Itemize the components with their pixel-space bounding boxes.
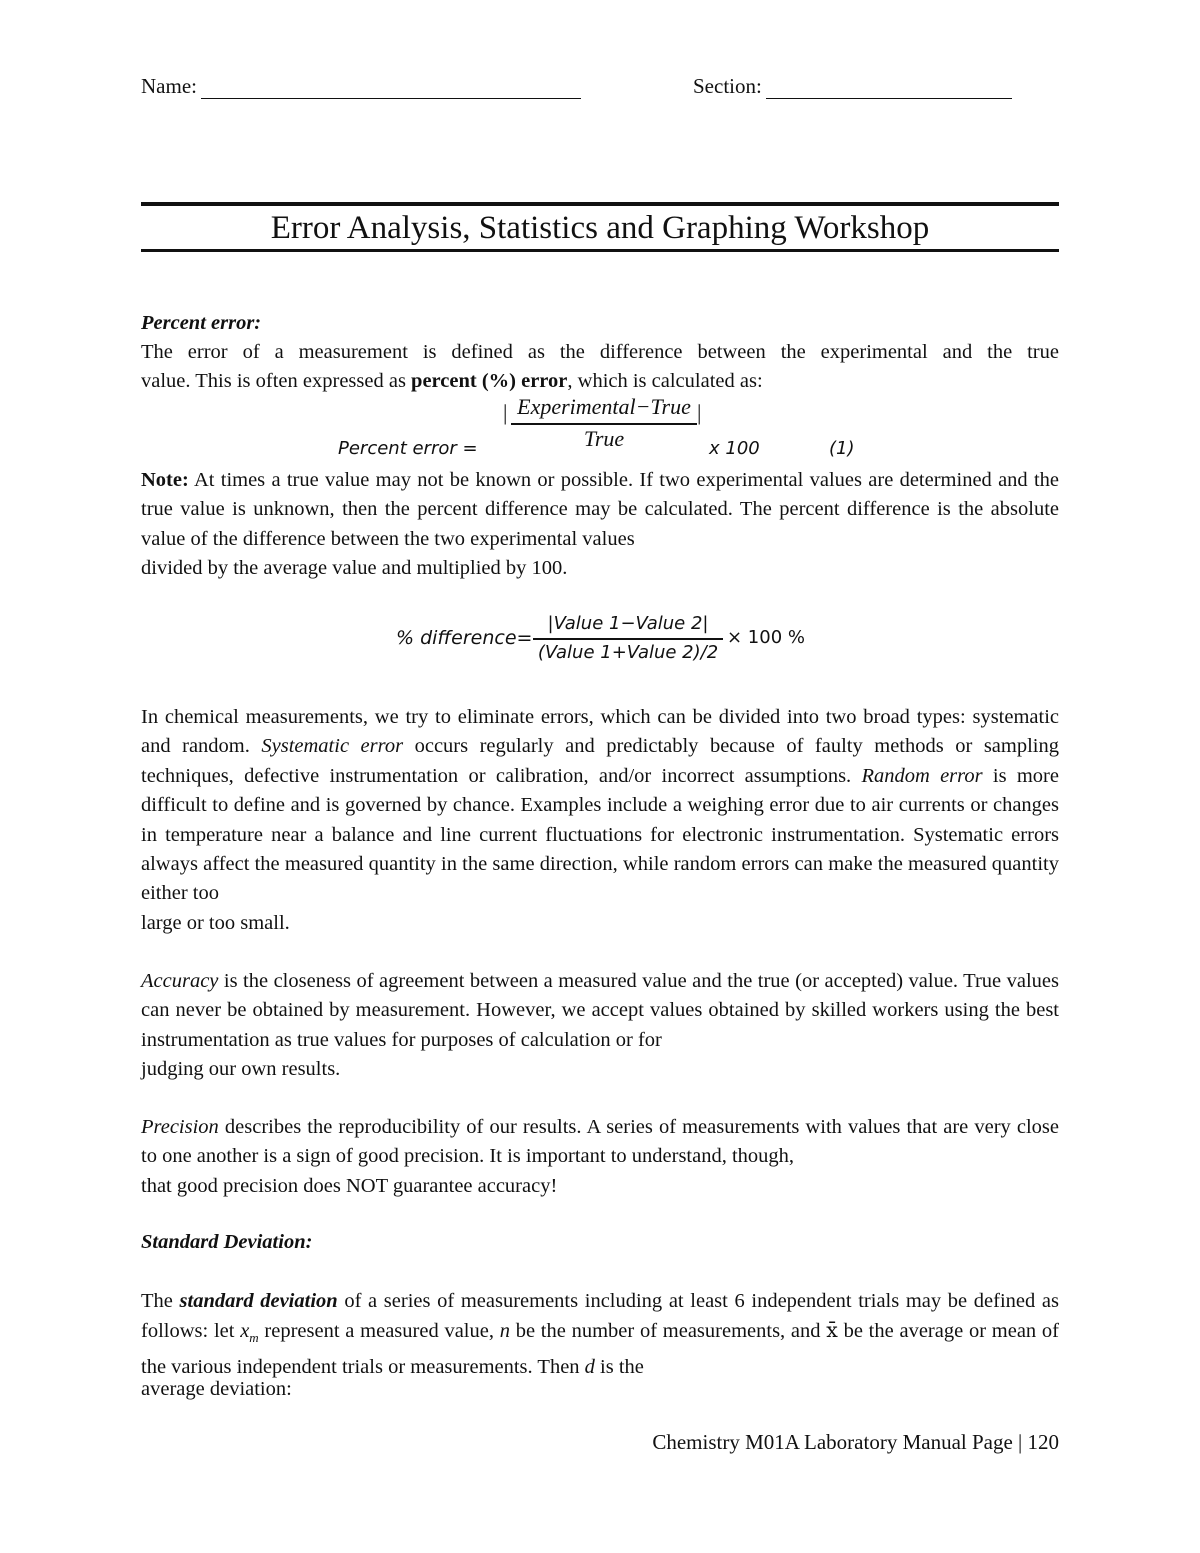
systematic-error-term: Systematic error [261,735,404,758]
accuracy-paragraph [141,967,1059,1056]
n-variable: n [499,1320,510,1343]
random-error-term: Random error [861,764,983,787]
sd-text-4: be the number of measurements, and [509,1320,827,1343]
standard-deviation-heading: Standard Deviation: [141,1231,313,1253]
note-text: At times a true value may not be known or possible. If two experimental values are determined and the true value is unknown, then the percent difference may be calculated. The percent difference is the absolute value of the difference between the two experimental values [141,469,1059,550]
formula-multiplier: x 100 [709,438,760,459]
note-label: Note: [141,469,189,491]
percent-error-fraction [503,394,703,451]
intro-text-b: , which is calculated as: [567,370,763,392]
error-types-last-line: large or too small. [141,912,290,934]
d-variable: d [584,1355,595,1378]
error-types-text-2: occurs regularly and predictably because of faulty methods or sampling techniques, defective instrumentation or calibration, and/or incorrect assumptions. [141,735,1059,787]
abs-bar-left: | [503,400,508,425]
sd-text-1: The [141,1290,180,1312]
x-variable: x [240,1320,250,1343]
precision-last-line: that good precision does NOT guarantee accuracy! [141,1175,558,1197]
title-bottom-rule [141,249,1059,252]
precision-term: Precision [141,1116,219,1138]
error-types-text-1: In chemical measurements, we try to eliminate errors, which can be divided into two broad types: systematic and random. [141,706,1059,758]
standard-deviation-term: standard deviation [179,1290,338,1312]
sd-text-2: of a series of measurements including at least 6 independent trials may be defined as follows: let [141,1290,1059,1343]
fraction-bar [511,423,697,425]
precision-text: describes the reproducibility of our results. A series of measurements with values that are very close to one another is a sign of good precision. It is important to understand, though, [141,1116,1059,1168]
abs-bar-right: | [697,400,702,425]
x-bar-symbol: x̄ [826,1318,838,1343]
title-top-rule [141,202,1059,206]
name-blank-line[interactable] [201,76,581,99]
note-paragraph [141,466,1059,555]
pd-multiplier: × 100 % [727,627,805,648]
page-footer: Chemistry M01A Laboratory Manual Page | 120 [652,1430,1059,1454]
sd-text-6: is the [594,1355,644,1378]
percent-error-intro-line2 [141,367,1059,396]
pd-denominator: (Value 1+Value 2)/2 [537,642,719,663]
percent-error-term: percent (%) error [411,370,568,392]
accuracy-text: is the closeness of agreement between a measured value and the true (or accepted) value. True values can never be obtained by measurement. However, we accept values obtained by skilled workers using the best instrumentation as true values for purposes of calculation or for [141,970,1059,1051]
sd-text-5: be the average or mean of the various independent trials or measurements. Then [141,1320,1059,1378]
section-label: Section: [693,74,762,98]
accuracy-last-line: judging our own results. [141,1058,341,1080]
formula-numerator: Experimental−True [517,394,691,419]
percent-error-heading: Percent error: [141,312,262,334]
error-types-paragraph [141,703,1059,910]
m-subscript: m [249,1330,259,1346]
error-types-text-3: is more difficult to define and is governed by chance. Examples include a weighing error due to air currents or changes in temperature near a balance and line current fluctuations for electronic instrumentation. Systematic errors always affect the measured quantity in the same direction, while random errors can make the measured quantity either too [141,764,1059,905]
percent-error-formula-lhs: Percent error = [338,438,478,459]
standard-deviation-paragraph [141,1287,1059,1376]
percent-difference-formula [396,613,816,675]
document-title: Error Analysis, Statistics and Graphing Workshop [270,210,930,246]
precision-paragraph [141,1113,1059,1173]
accuracy-term: Accuracy [141,970,219,992]
pd-numerator-wrap: |Value 1−Value 2| [547,613,709,634]
formula-denominator: True [583,426,625,451]
equation-number: (1) [829,438,855,459]
standard-deviation-last-line: average deviation: [141,1378,292,1400]
pd-numerator: Value 1−Value 2 [553,613,703,634]
name-label: Name: [141,74,197,98]
name-field[interactable] [141,74,581,99]
note-last-line: divided by the average value and multiplied by 100. [141,557,568,579]
intro-text-a: value. This is often expressed as [141,370,412,392]
pd-fraction-bar [533,638,723,640]
section-blank-line[interactable] [766,76,1012,99]
section-field[interactable] [693,74,1012,99]
percent-error-intro-line1: The error of a measurement is defined as the difference between the experimental and the true [141,341,1059,363]
pd-lhs: % difference= [396,627,533,649]
sd-text-3: represent a measured value, [258,1320,500,1343]
